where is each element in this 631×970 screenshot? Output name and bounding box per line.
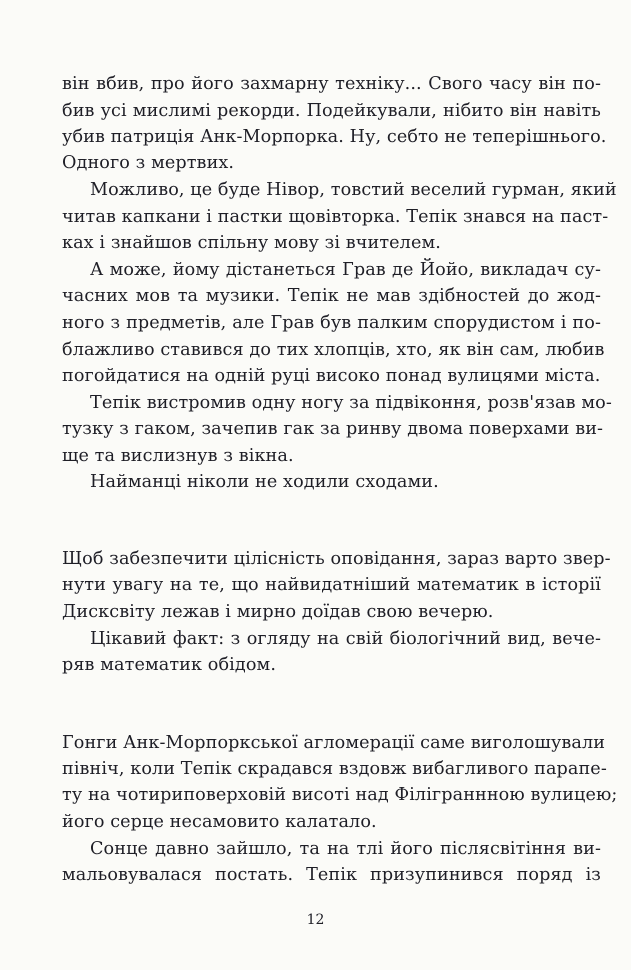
text-line: бив усі мислимі рекорди. Подейкували, нібито він навіть bbox=[62, 101, 601, 121]
page-number: 12 bbox=[306, 912, 325, 928]
text-line: тузку з гаком, зачепив гак за ринву двома поверхами ви- bbox=[62, 419, 604, 439]
text-line: його серце несамовито калатало. bbox=[62, 812, 377, 832]
text-line: ту на чотириповерховій висоті над Філіграннною вулицею; bbox=[62, 785, 618, 805]
text-line: мальовувалася постать. Тепік призупинився поряд із bbox=[62, 865, 601, 885]
text-line: він вбив, про його захмарну техніку... Свого часу він по- bbox=[62, 74, 601, 94]
text-line: погойдатися на одній руці високо понад вулицями міста. bbox=[62, 366, 601, 386]
text-line: ряв математик обідом. bbox=[62, 655, 277, 675]
text-line: А може, йому дістанеться Грав де Йойо, викладач су- bbox=[90, 260, 601, 280]
text-line: Одного з мертвих. bbox=[62, 153, 235, 173]
text-line: читав капкани і пастки щовівторка. Тепік знався на паст- bbox=[62, 207, 609, 227]
text-line: блажливо ставився до тих хлопців, хто, як він сам, любив bbox=[62, 340, 605, 360]
text-line: ще та вислизнув з вікна. bbox=[62, 446, 294, 466]
text-line: убив патриція Анк-Морпорка. Ну, себто не теперішнього. bbox=[62, 127, 607, 147]
text-line: Цікавий факт: з огляду на свій біологічний вид, вече- bbox=[90, 629, 601, 649]
text-line: Дисксвіту лежав і мирно доїдав свою вечерю. bbox=[62, 602, 494, 622]
text-line: часних мов та музики. Тепік не мав здібностей до жод- bbox=[62, 286, 601, 306]
text-line: Можливо, це буде Нівор, товстий веселий гурман, який bbox=[90, 180, 617, 200]
text-line: Найманці ніколи не ходили сходами. bbox=[90, 472, 439, 492]
text-line: Тепік вистромив одну ногу за підвіконня, розв'язав мо- bbox=[90, 393, 612, 413]
text-line: ного з предметів, але Грав був палким спорудистом і по- bbox=[62, 313, 601, 333]
text-line: Сонце давно зайшло, та на тлі його післясвітіння ви- bbox=[90, 839, 601, 859]
text-line: Гонги Анк-Морпоркської агломерації саме виголошували bbox=[62, 733, 606, 753]
text-line: північ, коли Тепік скрадався вздовж вибагливого парапе- bbox=[62, 759, 607, 779]
text-line: ках і знайшов спільну мову зі вчителем. bbox=[62, 233, 441, 253]
text-line: Щоб забезпечити цілісність оповідання, зараз варто звер- bbox=[62, 549, 611, 569]
text-line: нути увагу на те, що найвидатніший математик в історії bbox=[62, 575, 601, 595]
